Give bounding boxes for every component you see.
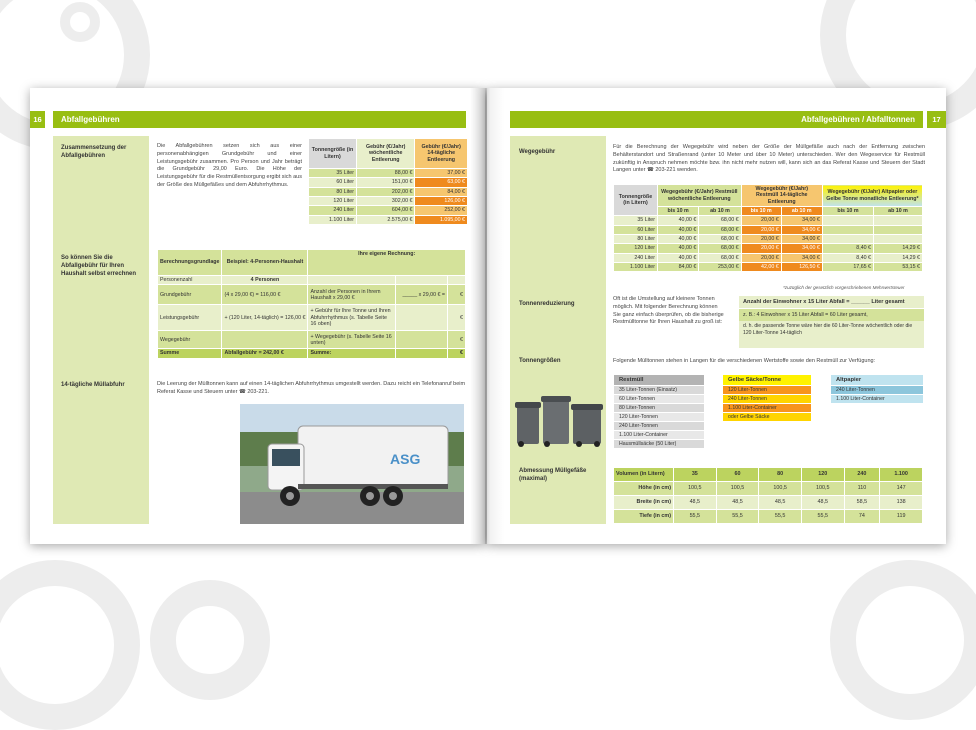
cell — [448, 276, 466, 285]
cell: 40,00 € — [658, 216, 699, 225]
cell: 4 Personen — [222, 276, 308, 285]
bg-ring — [830, 560, 976, 720]
cell: 68,00 € — [699, 225, 741, 234]
list-title: Restmüll — [614, 375, 704, 385]
cell: 68,00 € — [699, 253, 741, 262]
cell: Summe — [158, 349, 222, 358]
cell: 20,00 € — [741, 225, 781, 234]
section-text: Oft ist die Umstellung auf kleinere Tonnen möglich. Mit folgender Berechnung können Sie ganz einfach überprüfen, ob die bisherige Restmülltonne für Ihren Haushalt zu groß ist: — [613, 296, 724, 326]
cell: 147 — [880, 482, 923, 496]
cell: 68,00 € — [699, 235, 741, 244]
list-item: 1.100 Liter-Container — [614, 430, 704, 439]
section-label: So können Sie die Abfallgebühr für Ihren Haushalt selbst errechnen — [61, 255, 137, 277]
cell — [822, 216, 873, 225]
cell: Wegegebühr — [158, 331, 222, 349]
list-title: Gelbe Säcke/Tonne — [723, 375, 811, 385]
cell: ab 10 m — [781, 207, 822, 216]
cell: 55,5 — [716, 510, 759, 524]
cell: € — [448, 349, 466, 358]
section-label: Tonnenreduzierung — [519, 301, 575, 307]
cell — [396, 305, 448, 331]
cell: 80 Liter — [309, 187, 357, 196]
list-item: 1.100 Liter-Container — [831, 394, 923, 403]
calc-table — [157, 249, 466, 359]
th: Wegegebühr (€/Jahr) Altpapier oder Gelbe Tonne monatliche Entleerung* — [822, 185, 922, 207]
cell: 240 Liter — [309, 206, 357, 215]
cell: 138 — [880, 496, 923, 510]
cell: 40,00 € — [658, 235, 699, 244]
cell: Anzahl der Personen in Ihrem Haushalt x 29,00 € — [308, 285, 396, 305]
cell: 100,5 — [674, 482, 717, 496]
cell: 20,00 € — [741, 253, 781, 262]
cell: 40,00 € — [658, 244, 699, 253]
cell — [874, 225, 923, 234]
cell: + (120 Liter, 14-täglich) = 126,00 € — [222, 305, 308, 331]
cell: 14,29 € — [874, 244, 923, 253]
cell: 55,5 — [801, 510, 844, 524]
cell: 34,00 € — [781, 225, 822, 234]
cell: 48,5 — [674, 496, 717, 510]
list-item: 35 Liter-Tonnen (Einsatz) — [614, 385, 704, 394]
cell: 35 Liter — [309, 169, 357, 178]
altpapier-list — [831, 375, 923, 403]
th: Gebühr (€/Jahr) 14-tägliche Entleerung — [415, 139, 468, 169]
cell: Abfallgebühr = 242,00 € — [222, 349, 308, 358]
th: Ihre eigene Rechnung: — [308, 250, 466, 276]
cell: 20,00 € — [741, 216, 781, 225]
cell — [222, 331, 308, 349]
cell: Leistungsgebühr — [158, 305, 222, 331]
gelbe-list — [723, 375, 811, 421]
cell: 20,00 € — [741, 244, 781, 253]
book-gutter-shadow — [470, 88, 504, 544]
cell: Grundgebühr — [158, 285, 222, 305]
cell: 63,00 € — [415, 178, 468, 187]
cell: 34,00 € — [781, 253, 822, 262]
cell: 17,65 € — [822, 263, 873, 272]
cell: 302,00 € — [357, 197, 415, 206]
section-text: Die Abfallgebühren setzen sich aus einer personenabhängigen Grundgebühr und einer Leistungsgebühr zusammen. Pro Person und Jahr beträgt die Grundgebühr 29,00 Euro. Die Höhe der Leistungsgebühr für die Restmüllentsorgung ergibt sich aus der Größe des Müllgefäßes und dem Abfuhrrhythmus. — [157, 143, 302, 188]
cell: 74 — [844, 510, 880, 524]
cell: 1.100 Liter — [309, 215, 357, 224]
section-label: Zusammensetzung der Abfallgebühren — [61, 145, 127, 159]
cell: _____ x 29,00 € = — [396, 285, 448, 305]
cell — [308, 276, 396, 285]
cell: 80 Liter — [614, 235, 658, 244]
page-header: Abfallgebühren — [53, 111, 466, 128]
page-number: 16 — [30, 111, 45, 128]
right-page — [487, 88, 946, 544]
page-number: 17 — [927, 111, 946, 128]
list-item: 120 Liter-Tonnen — [614, 412, 704, 421]
cell: 240 Liter — [614, 253, 658, 262]
waste-bins-image — [513, 392, 603, 448]
cell — [396, 349, 448, 358]
cell: 68,00 € — [699, 216, 741, 225]
cell: 84,00 € — [415, 187, 468, 196]
bg-ring — [150, 580, 270, 700]
th: Tonnengröße (in Litern) — [309, 139, 357, 169]
cell: 252,00 € — [415, 206, 468, 215]
cell: 60 — [716, 468, 759, 482]
cell — [822, 225, 873, 234]
bg-ring — [60, 2, 100, 42]
cell — [396, 276, 448, 285]
list-item: 120 Liter-Tonnen — [723, 385, 811, 394]
list-item: 60 Liter-Tonnen — [614, 394, 704, 403]
cell: Höhe (in cm) — [614, 482, 674, 496]
list-item: Hausmüllsäcke (50 Liter) — [614, 439, 704, 448]
cell: 253,00 € — [699, 263, 741, 272]
fee-table — [308, 138, 468, 225]
cell: 53,15 € — [874, 263, 923, 272]
cell: 100,5 — [801, 482, 844, 496]
cell — [396, 331, 448, 349]
cell: ab 10 m — [699, 207, 741, 216]
cell: 40,00 € — [658, 225, 699, 234]
cell: 120 Liter — [309, 197, 357, 206]
cell: 34,00 € — [781, 235, 822, 244]
cell: (4 x 29,00 €) = 116,00 € — [222, 285, 308, 305]
cell: 88,00 € — [357, 169, 415, 178]
cell: 35 Liter — [614, 216, 658, 225]
cell: 58,5 — [844, 496, 880, 510]
cell: 55,5 — [759, 510, 802, 524]
th: Wegegebühr (€/Jahr) Restmüll 14-tägliche Entleerung — [741, 185, 822, 207]
cell: + Gebühr für Ihre Tonne und Ihren Abfuhrrhythmus (s. Tabelle Seite 16 oben) — [308, 305, 396, 331]
cell: 35 — [674, 468, 717, 482]
example-note: d. h. die passende Tonne wäre hier die 60 Liter-Tonne wöchentlich oder die 120 Liter-Tonne 14-täglich — [743, 323, 913, 336]
sidebar-band — [53, 136, 149, 524]
cell: 80 — [759, 468, 802, 482]
cell: 48,5 — [801, 496, 844, 510]
cell: 100,5 — [759, 482, 802, 496]
cell — [874, 235, 923, 244]
cell: € — [448, 331, 466, 349]
list-title: Altpapier — [831, 375, 923, 385]
cell: bis 10 m — [658, 207, 699, 216]
cell: Tiefe (in cm) — [614, 510, 674, 524]
cell: 48,5 — [716, 496, 759, 510]
cell: 1.100 Liter — [614, 263, 658, 272]
cell: 8,40 € — [822, 253, 873, 262]
reduction-box — [739, 296, 924, 348]
cell: 84,00 € — [658, 263, 699, 272]
cell: 40,00 € — [658, 253, 699, 262]
cell: 42,00 € — [741, 263, 781, 272]
list-item: 240 Liter-Tonnen — [723, 394, 811, 403]
cell: 48,5 — [759, 496, 802, 510]
example: z. B.: 4 Einwohner x 15 Liter Abfall = 60 Liter gesamt, — [739, 309, 924, 321]
cell: 1.100 — [880, 468, 923, 482]
list-item: oder Gelbe Säcke — [723, 412, 811, 421]
th: Beispiel: 4-Personen-Haushalt — [222, 250, 308, 276]
cell: 34,00 € — [781, 216, 822, 225]
cell: 68,00 € — [699, 244, 741, 253]
cell: € — [448, 285, 466, 305]
cell: 126,50 € — [781, 263, 822, 272]
cell: bis 10 m — [822, 207, 873, 216]
formula: Anzahl der Einwohner x 15 Liter Abfall = ______ Liter gesamt — [739, 296, 924, 309]
cell: 120 Liter — [614, 244, 658, 253]
cell: Personenzahl — [158, 276, 222, 285]
cell: Breite (in cm) — [614, 496, 674, 510]
cell: 151,00 € — [357, 178, 415, 187]
page-header: Abfallgebühren / Abfalltonnen — [510, 111, 923, 128]
cell: 604,00 € — [357, 206, 415, 215]
cell: 60 Liter — [309, 178, 357, 187]
th: Wegegebühr (€/Jahr) Restmüll wöchentliche Entleerung — [658, 185, 742, 207]
sidebar-band — [510, 136, 606, 524]
cell: Volumen (in Litern) — [614, 468, 674, 482]
cell: 1.095,00 € — [415, 215, 468, 224]
cell — [874, 216, 923, 225]
cell: Summe: — [308, 349, 396, 358]
wegegebuehr-table — [613, 184, 923, 272]
list-item: 240 Liter-Tonnen — [614, 421, 704, 430]
cell: 14,29 € — [874, 253, 923, 262]
section-text: Die Leerung der Mülltonnen kann auf einen 14-täglichen Abfuhrrhythmus umgestellt werden. Dazu reicht ein Telefonanruf beim Referat Kasse und Steuern unter ☎ 203-221. — [157, 381, 466, 395]
truck-logo: ASG — [390, 451, 421, 467]
cell: 126,00 € — [415, 197, 468, 206]
cell: 119 — [880, 510, 923, 524]
section-label: Abmessung Müllgefäße (maximal) — [519, 468, 587, 482]
section-label: Tonnengrößen — [519, 358, 561, 364]
section-text: Für die Berechnung der Wegegebühr wird neben der Größe der Müllgefäße auch nach der Entfernung zwischen Behälterstandort und Straßenrand (unter 10 Meter und über 10 Meter) unterschieden. Wer den Wegeservice für Restmüll zukünftig in Anspruch nehmen möchte bzw. ihn nicht mehr nutzen will, kann sich an das Referat Kasse und Steuern der Stadt Langen unter ☎ 203-221 wenden. — [613, 144, 925, 174]
cell: 100,5 — [716, 482, 759, 496]
cell: bis 10 m — [741, 207, 781, 216]
cell: 20,00 € — [741, 235, 781, 244]
cell: € — [448, 305, 466, 331]
th: Berechnungsgrundlage — [158, 250, 222, 276]
cell: 202,00 € — [357, 187, 415, 196]
section-label: Wegegebühr — [519, 149, 556, 155]
cell: 2.575,00 € — [357, 215, 415, 224]
cell: 120 — [801, 468, 844, 482]
list-item: 240 Liter-Tonnen — [831, 385, 923, 394]
cell: 34,00 € — [781, 244, 822, 253]
section-text: Folgende Mülltonnen stehen in Langen für die verschiedenen Wertstoffe sowie den Restmüll zur Verfügung: — [613, 358, 876, 364]
cell: 240 — [844, 468, 880, 482]
cell: 60 Liter — [614, 225, 658, 234]
cell: + Wegegebühr (s. Tabelle Seite 16 unten) — [308, 331, 396, 349]
list-item: 80 Liter-Tonnen — [614, 403, 704, 412]
footnote: *zuzüglich der gesetzlich vorgeschriebenen Mehrwertsteuer — [783, 285, 905, 290]
garbage-truck-photo — [240, 404, 464, 524]
cell: 55,5 — [674, 510, 717, 524]
list-item: 1.100 Liter-Container — [723, 403, 811, 412]
cell: ab 10 m — [874, 207, 923, 216]
cell: 110 — [844, 482, 880, 496]
cell: 37,00 € — [415, 169, 468, 178]
left-page — [30, 88, 485, 544]
bg-ring — [0, 560, 140, 730]
dimensions-table — [613, 467, 923, 524]
cell — [822, 235, 873, 244]
cell: 8,40 € — [822, 244, 873, 253]
section-label: 14-tägliche Müllabfuhr — [61, 382, 125, 388]
restmuell-list — [614, 375, 704, 448]
th: Tonnengröße (in Litern) — [614, 185, 658, 216]
th: Gebühr (€/Jahr) wöchentliche Entleerung — [357, 139, 415, 169]
